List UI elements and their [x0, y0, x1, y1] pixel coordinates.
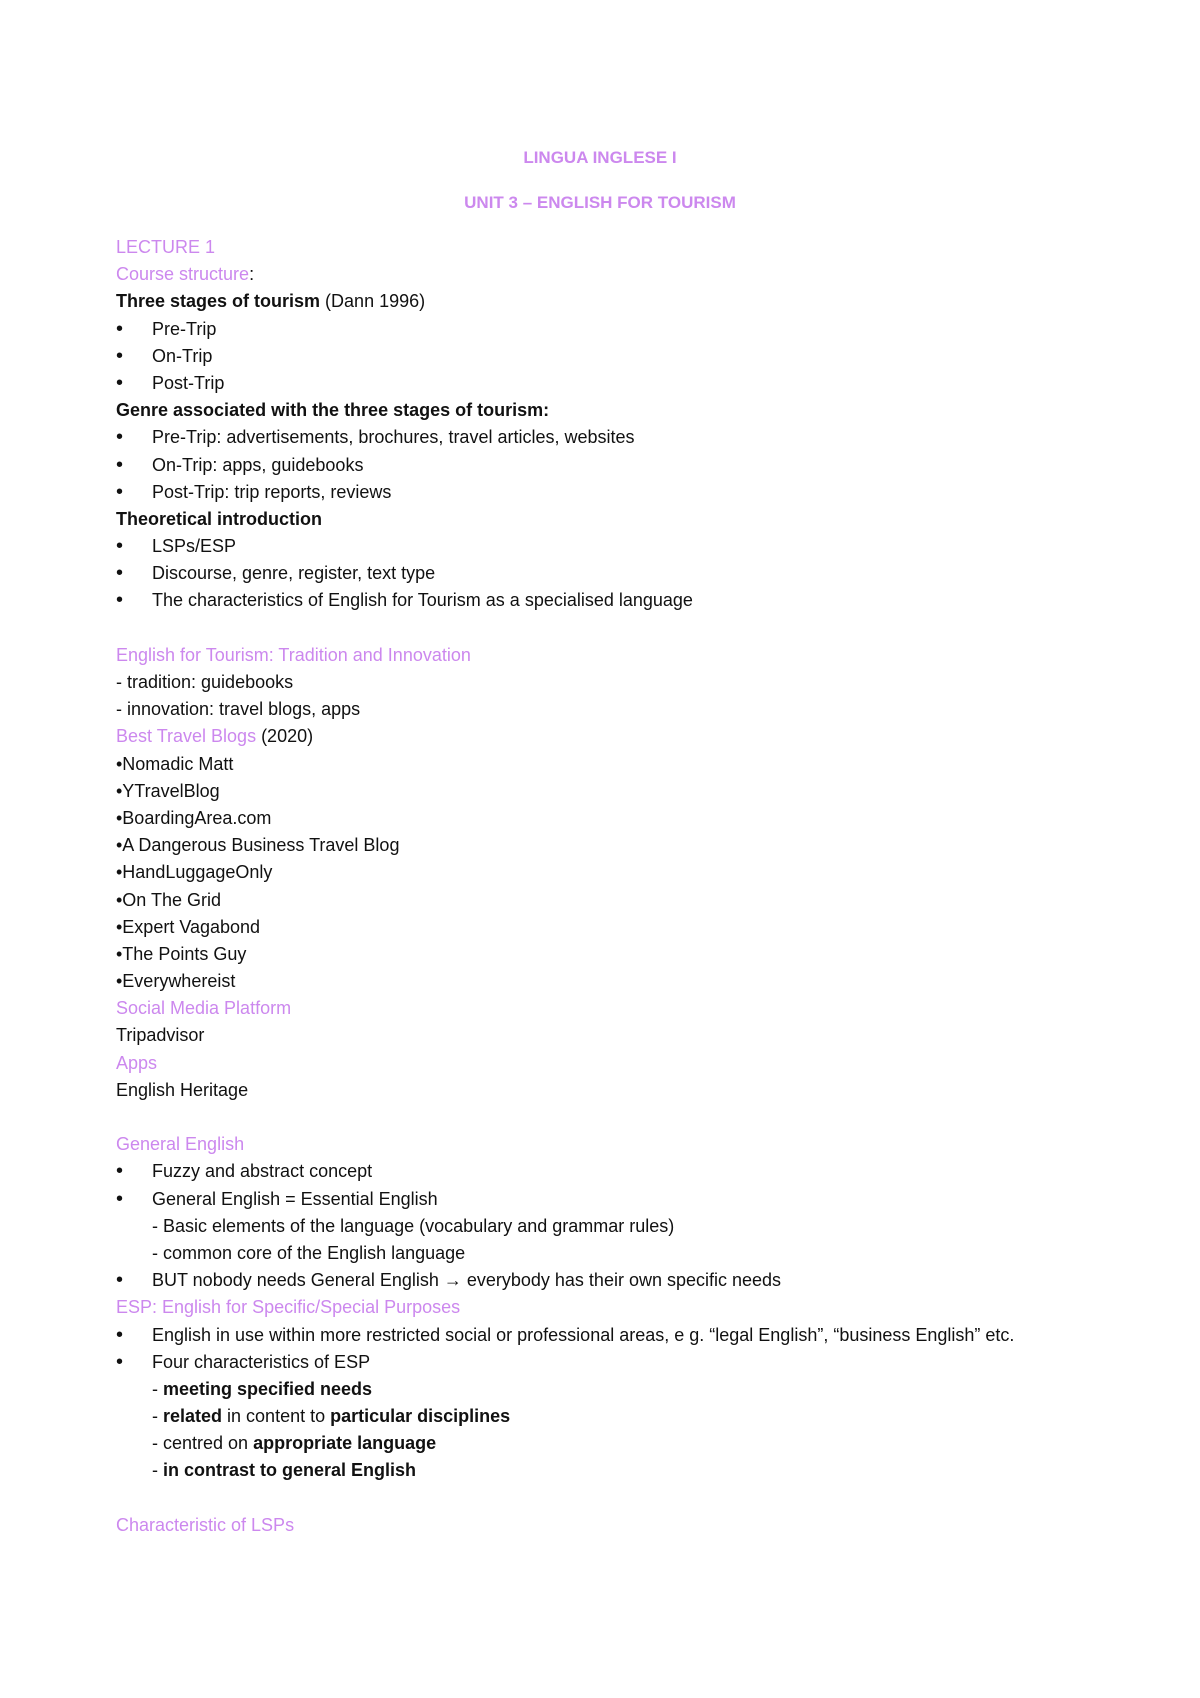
lecture-heading: LECTURE 1 — [116, 237, 216, 257]
course-title: LINGUA INGLESE I — [523, 148, 677, 167]
list-item: • Post-Trip — [116, 370, 1116, 397]
list-item: • Post-Trip: trip reports, reviews — [116, 479, 1116, 506]
arrow-right-icon: → — [443, 1270, 462, 1291]
sub-item — [116, 1457, 1116, 1484]
list-item: • English in use within more restricted social or professional areas, e g. “legal English”, “business English” etc. — [116, 1322, 1112, 1349]
colon: : — [249, 264, 255, 285]
list-item: • Four characteristics of ESP — [116, 1349, 1116, 1376]
item-text-bold: meeting specified needs — [163, 1378, 373, 1399]
theory-title: Theoretical introduction — [116, 508, 323, 529]
course-structure-line — [116, 261, 1116, 288]
spacer — [116, 1104, 1116, 1131]
item-text: in content to — [222, 1406, 331, 1427]
list-item: • Pre-Trip: advertisements, brochures, travel articles, websites — [116, 424, 1116, 451]
blogs-title-line — [116, 723, 1116, 750]
item-text: - — [152, 1460, 163, 1481]
blog-item: •Nomadic Matt — [116, 753, 234, 774]
general-heading: General English — [116, 1134, 245, 1155]
list-item: • On-Trip: apps, guidebooks — [116, 452, 1116, 479]
document-body — [116, 234, 1116, 1539]
list-item — [116, 1267, 1116, 1294]
item-text-bold: particular disciplines — [330, 1406, 511, 1427]
item-text-bold: in contrast to general English — [163, 1460, 417, 1481]
list-item: • LSPs/ESP — [116, 533, 1116, 560]
social-heading: Social Media Platform — [116, 998, 292, 1019]
social-value: Tripadvisor — [116, 1025, 205, 1046]
item-text-bold: related — [163, 1406, 223, 1427]
blog-item: •The Points Guy — [116, 943, 247, 964]
item-text: - — [152, 1378, 163, 1399]
item-text-bold: appropriate language — [253, 1433, 437, 1454]
list-item: • Fuzzy and abstract concept — [116, 1158, 1116, 1185]
tradition-heading: English for Tourism: Tradition and Innovation — [116, 644, 471, 665]
list-item: - innovation: travel blogs, apps — [116, 699, 361, 720]
sub-item: - Basic elements of the language (vocabulary and grammar rules) — [152, 1215, 675, 1236]
list-item: • On-Trip — [116, 343, 1116, 370]
item-text: - centred on — [152, 1433, 254, 1454]
esp-heading: ESP: English for Specific/Special Purposes — [116, 1297, 461, 1318]
course-structure-heading: Course structure — [116, 264, 250, 285]
blogs-heading: Best Travel Blogs — [116, 726, 257, 747]
item-text: BUT nobody needs General English — [152, 1270, 444, 1291]
stages-title — [116, 288, 1116, 315]
blog-item: •YTravelBlog — [116, 780, 220, 801]
apps-value: English Heritage — [116, 1079, 249, 1100]
blog-item: •BoardingArea.com — [116, 807, 272, 828]
lsp-heading: Characteristic of LSPs — [116, 1514, 295, 1535]
item-text: - — [152, 1406, 163, 1427]
list-item: • Discourse, genre, register, text type — [116, 560, 1116, 587]
list-item: • General English = Essential English — [116, 1186, 1116, 1213]
stages-title-text: Three stages of tourism — [116, 291, 321, 312]
blog-item: •HandLuggageOnly — [116, 862, 273, 883]
sub-item — [116, 1376, 1116, 1403]
sub-item — [116, 1430, 1116, 1457]
sub-item — [116, 1403, 1116, 1430]
blog-item: •Expert Vagabond — [116, 916, 261, 937]
blog-item: •Everywhereist — [116, 971, 236, 992]
spacer — [116, 615, 1116, 642]
list-item: • Pre-Trip — [116, 316, 1116, 343]
sub-item: - common core of the English language — [152, 1242, 466, 1263]
list-item: • The characteristics of English for Tourism as a specialised language — [116, 587, 1116, 614]
spacer — [116, 1485, 1116, 1512]
blog-item: •A Dangerous Business Travel Blog — [116, 835, 400, 856]
genre-title: Genre associated with the three stages of tourism: — [116, 400, 550, 421]
list-item: - tradition: guidebooks — [116, 672, 294, 692]
unit-title: UNIT 3 – ENGLISH FOR TOURISM — [464, 193, 736, 212]
apps-heading: Apps — [116, 1052, 158, 1073]
blogs-year: (2020) — [256, 726, 314, 747]
stages-reference: (Dann 1996) — [320, 291, 426, 312]
item-text: everybody has their own specific needs — [461, 1270, 782, 1291]
blog-item: •On The Grid — [116, 889, 222, 910]
